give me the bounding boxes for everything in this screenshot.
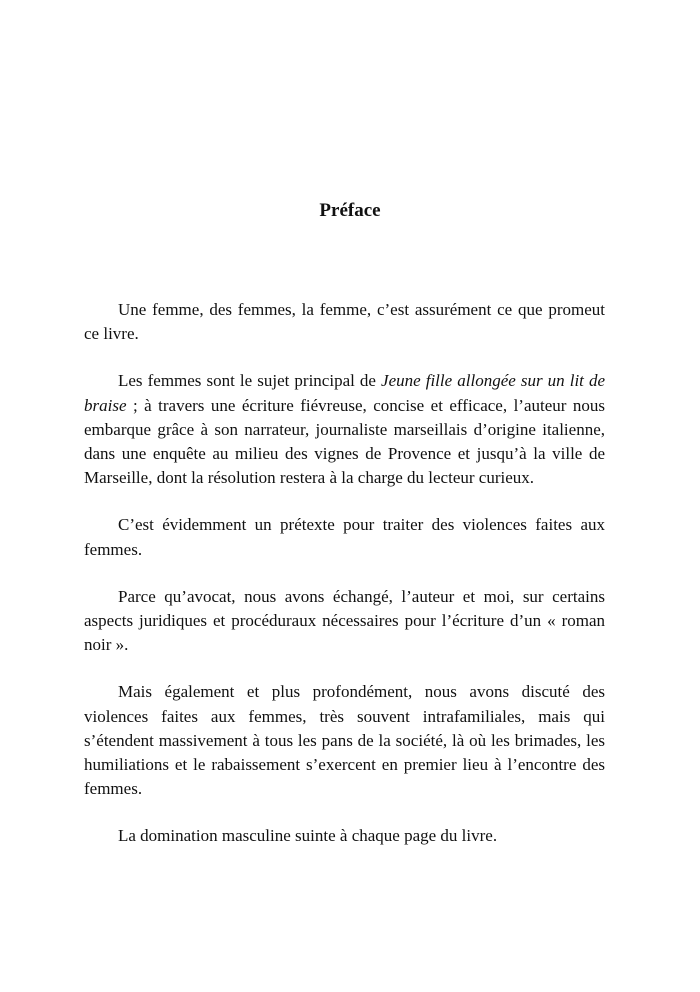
paragraph-1: Une femme, des femmes, la femme, c’est assurément ce que promeut ce livre. <box>84 300 605 344</box>
page-title: Préface <box>319 200 381 221</box>
paragraph-4: Parce qu’avocat, nous avons échangé, l’auteur et moi, sur certains aspects juridiques et procéduraux nécessaires pour l’écriture d’un « roman noir ». <box>84 586 605 655</box>
paragraph-6: La domination masculine suinte à chaque page du livre. <box>118 826 498 846</box>
paragraph-2-rest: ; à travers une écriture fiévreuse, concise et efficace, l’auteur nous embarque grâce à son narrateur, journaliste marseillais d’origine italienne, dans une enquête au milieu des vignes de Provence et jusqu’à la ville de Marseille, dont la résolution restera à la charge du lecteur curieux. <box>84 395 605 488</box>
paragraph-5: Mais également et plus profondément, nous avons discuté des violences faites aux femmes, très souvent intrafamiliales, mais qui s’étendent massivement à tous les pans de la société, là où les brimades, les humiliations et le rabaissement s’exercent en premier lieu à l’encontre des femmes. <box>84 682 605 799</box>
paragraph-2 <box>84 369 605 490</box>
preface-body <box>84 298 605 849</box>
book-title: Jeune fille allongée sur un lit de braise <box>84 371 606 415</box>
paragraph-2-intro: Les femmes sont le sujet principal de <box>118 371 382 391</box>
paragraph-3: C’est évidemment un prétexte pour traiter des violences faites aux femmes. <box>84 515 605 559</box>
